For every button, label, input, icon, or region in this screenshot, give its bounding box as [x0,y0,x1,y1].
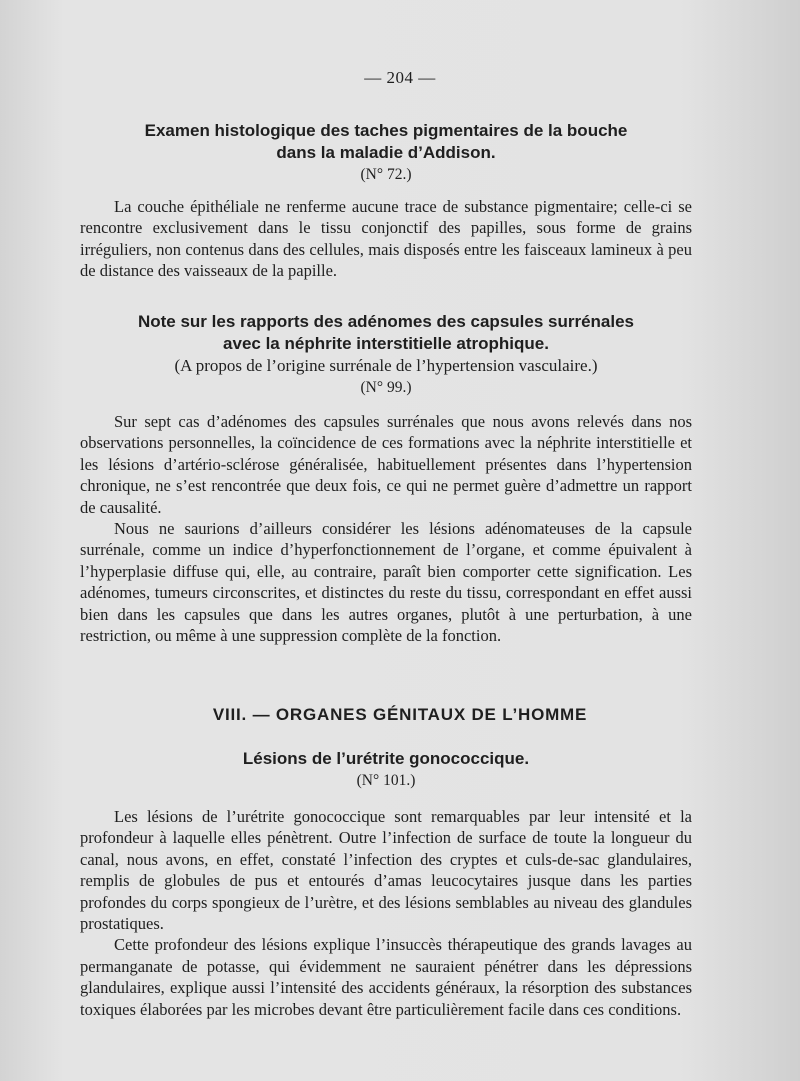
paragraph: Cette profondeur des lésions explique l’insuccès thérapeutique des grands lavages au permanganate de potasse, qui évidemment ne sauraient pénétrer dans les dépressions glandulaires, explique aussi l’intensité des accidents généraux, la résorption des substances toxiques élaborées par les microbes devant être particulièrement facile dans ces conditions. [80,935,692,1019]
section-title-line: Note sur les rapports des adénomes des capsules surrénales [137,312,635,331]
section-addison [80,120,692,282]
paragraph: La couche épithéliale ne renferme aucune trace de substance pigmentaire; celle-ci se rencontre exclusivement dans le tissu conjonctif des papilles, sous forme de grains irréguliers, non contenus dans des cellules, mais disposés entre les faisceaux lamineux à peu de distance des vaisseaux de la papille. [80,197,692,281]
section-title-line: avec la néphrite interstitielle atrophique. [223,334,549,353]
page-number: — 204 — [364,68,436,87]
section-adenomes [80,311,692,646]
section-reference: (N° 101.) [356,772,416,789]
section-subtitle: (A propos de l’origine surrénale de l’hypertension vasculaire.) [174,356,598,375]
section-title-line: Examen histologique des taches pigmentaires de la bouche [144,121,628,140]
section-title-line: dans la maladie d’Addison. [276,143,496,162]
section-title-line: Lésions de l’urétrite gonococcique. [242,749,530,768]
chapter-heading: VIII. — ORGANES GÉNITAUX DE L’HOMME [212,705,588,724]
paragraph: Sur sept cas d’adénomes des capsules surrénales que nous avons relevés dans nos observations personnelles, la coïncidence de ces formations avec la néphrite interstitielle et les lésions d’artério-sclérose généralisée, habituellement présentes dans l’hypertension chronique, ne s’est rencontrée que deux fois, ce qui ne permet guère d’admettre un rapport de causalité. [80,412,692,517]
paragraph: Les lésions de l’urétrite gonococcique sont remarquables par leur intensité et la profondeur à laquelle elles pénètrent. Outre l’infection de surface de toute la longueur du canal, nous avons, en effet, constaté l’infection des cryptes et culs-de-sac glandulaires, remplis de globules de pus et entourés d’amas leucocytaires jusque dans les parties profondes du corps spongieux de l’urètre, et des lésions semblables au niveau des glandules prostatiques. [80,807,692,934]
section-reference: (N° 99.) [360,379,412,396]
paragraph: Nous ne saurions d’ailleurs considérer les lésions adénomateuses de la capsule surrénale, comme un indice d’hyperfonctionnement de l’organe, et comme épuivalent à l’hyperplasie diffuse qui, elle, au contraire, paraît bien comporter cette signification. Les adénomes, tumeurs circonscrites, et distinctes du reste du tissu, correspondant en effet aussi bien dans les capsules que dans les autres organes, plutôt à une perturbation, à une restriction, ou même à une suppression complète de la fonction. [80,519,692,646]
section-reference: (N° 72.) [360,166,412,183]
section-uretrite [80,748,692,1020]
